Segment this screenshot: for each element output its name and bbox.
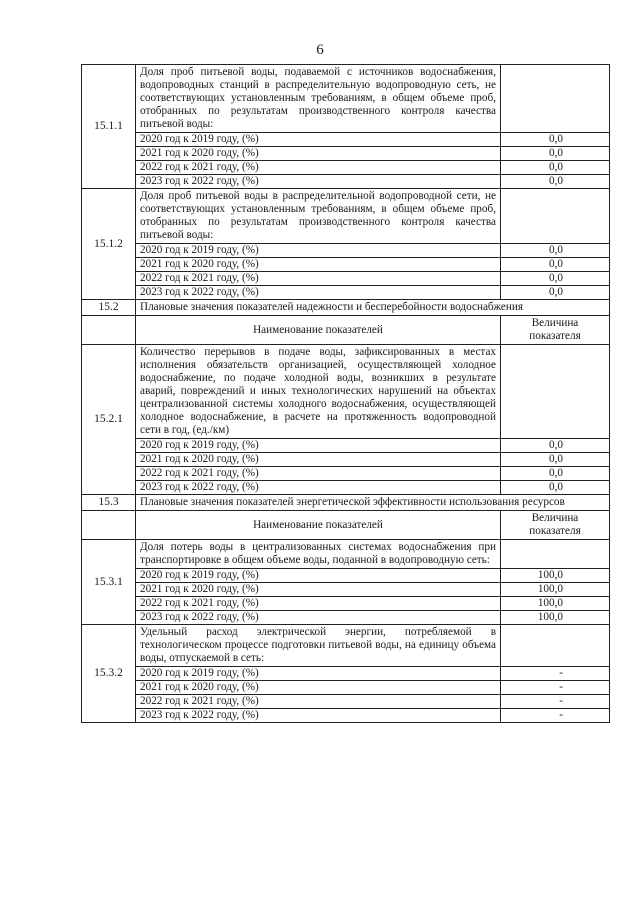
column-header-name: Наименование показателей [136, 511, 501, 540]
value-cell: 0,0 [501, 258, 610, 272]
year-label: 2021 год к 2020 году, (%) [136, 147, 501, 161]
item-description: Удельный расход электрической энергии, потребляемой в технологическом процессе подготовки питьевой воды, на единицу объема воды, отпускаемой в сеть: [136, 625, 501, 667]
table-row [82, 481, 610, 495]
table-row [82, 258, 610, 272]
year-label: 2021 год к 2020 году, (%) [136, 681, 501, 695]
empty-cell [501, 540, 610, 569]
year-label: 2022 год к 2021 году, (%) [136, 695, 501, 709]
section-title: Плановые значения показателей энергетической эффективности использования ресурсов [136, 495, 610, 511]
empty-cell [501, 625, 610, 667]
item-number: 15.2.1 [82, 345, 136, 495]
table-row [82, 611, 610, 625]
header-row [82, 511, 610, 540]
value-cell: 0,0 [501, 286, 610, 300]
table-row [82, 133, 610, 147]
column-header-value: Величина показателя [501, 316, 610, 345]
year-label: 2020 год к 2019 году, (%) [136, 569, 501, 583]
table-row [82, 189, 610, 244]
table-row [82, 597, 610, 611]
column-header-value: Величина показателя [501, 511, 610, 540]
year-label: 2022 год к 2021 году, (%) [136, 161, 501, 175]
year-label: 2022 год к 2021 году, (%) [136, 597, 501, 611]
indicators-table [81, 64, 610, 723]
year-label: 2020 год к 2019 году, (%) [136, 667, 501, 681]
section-title: Плановые значения показателей надежности и бесперебойности водоснабжения [136, 300, 610, 316]
year-label: 2023 год к 2022 году, (%) [136, 286, 501, 300]
year-label: 2021 год к 2020 году, (%) [136, 453, 501, 467]
item-number: 15.3.2 [82, 625, 136, 723]
table-row [82, 272, 610, 286]
value-cell: 0,0 [501, 481, 610, 495]
table-row [82, 345, 610, 439]
year-label: 2023 год к 2022 году, (%) [136, 709, 501, 723]
year-label: 2021 год к 2020 году, (%) [136, 583, 501, 597]
section-number: 15.3 [82, 495, 136, 511]
value-cell: 0,0 [501, 244, 610, 258]
table-row [82, 453, 610, 467]
year-label: 2020 год к 2019 году, (%) [136, 439, 501, 453]
item-description: Доля потерь воды в централизованных системах водоснабжения при транспортировке в общем объеме воды, поданной в водопроводную сеть: [136, 540, 501, 569]
header-row [82, 316, 610, 345]
table-row [82, 681, 610, 695]
table-row [82, 569, 610, 583]
section-row [82, 495, 610, 511]
year-label: 2022 год к 2021 году, (%) [136, 467, 501, 481]
value-cell: 0,0 [501, 161, 610, 175]
table-row [82, 439, 610, 453]
value-cell: 0,0 [501, 133, 610, 147]
value-cell: 0,0 [501, 175, 610, 189]
year-label: 2021 год к 2020 году, (%) [136, 258, 501, 272]
table-row [82, 583, 610, 597]
value-cell: - [501, 709, 610, 723]
value-cell: 0,0 [501, 147, 610, 161]
item-number: 15.3.1 [82, 540, 136, 625]
item-description: Количество перерывов в подаче воды, зафиксированных в местах исполнения обязательств организацией, осуществляющей холодное водоснабжение, по подаче холодной воды, возникших в результате аварий, повреждений и иных технологических нарушений на объектах централизованной системы холодного водоснабжения, осуществляющей холодное водоснабжение, в расчете на протяженность водопроводной сети в год, (ед./км) [136, 345, 501, 439]
year-label: 2020 год к 2019 году, (%) [136, 244, 501, 258]
table-row [82, 667, 610, 681]
value-cell: 100,0 [501, 611, 610, 625]
year-label: 2020 год к 2019 году, (%) [136, 133, 501, 147]
table-row [82, 467, 610, 481]
value-cell: 100,0 [501, 569, 610, 583]
section-row [82, 300, 610, 316]
table-row [82, 175, 610, 189]
table-row [82, 625, 610, 667]
section-number: 15.2 [82, 300, 136, 316]
empty-cell [82, 511, 136, 540]
value-cell: 0,0 [501, 453, 610, 467]
value-cell: 0,0 [501, 272, 610, 286]
year-label: 2022 год к 2021 году, (%) [136, 272, 501, 286]
empty-cell [501, 345, 610, 439]
value-cell: 100,0 [501, 583, 610, 597]
value-cell: 0,0 [501, 467, 610, 481]
table-row [82, 161, 610, 175]
value-cell: 0,0 [501, 439, 610, 453]
item-number: 15.1.2 [82, 189, 136, 300]
value-cell: - [501, 667, 610, 681]
empty-cell [501, 189, 610, 244]
empty-cell [82, 316, 136, 345]
empty-cell [501, 65, 610, 133]
value-cell: 100,0 [501, 597, 610, 611]
table-row [82, 709, 610, 723]
value-cell: - [501, 695, 610, 709]
item-description: Доля проб питьевой воды, подаваемой с источников водоснабжения, водопроводных станций в распределительную водопроводную сеть, не соответствующих установленным требованиям, в общем объеме проб, отобранных по результатам производственного контроля качества питьевой воды: [136, 65, 501, 133]
item-number: 15.1.1 [82, 65, 136, 189]
table-row [82, 65, 610, 133]
page-number: 6 [316, 42, 324, 58]
year-label: 2023 год к 2022 году, (%) [136, 481, 501, 495]
table-row [82, 147, 610, 161]
table-row [82, 286, 610, 300]
year-label: 2023 год к 2022 году, (%) [136, 175, 501, 189]
column-header-name: Наименование показателей [136, 316, 501, 345]
table-row [82, 695, 610, 709]
table-row [82, 540, 610, 569]
year-label: 2023 год к 2022 году, (%) [136, 611, 501, 625]
value-cell: - [501, 681, 610, 695]
item-description: Доля проб питьевой воды в распределительной водопроводной сети, не соответствующих установленным требованиям, в общем объеме проб, отобранных по результатам производственного контроля качества питьевой воды: [136, 189, 501, 244]
table-row [82, 244, 610, 258]
